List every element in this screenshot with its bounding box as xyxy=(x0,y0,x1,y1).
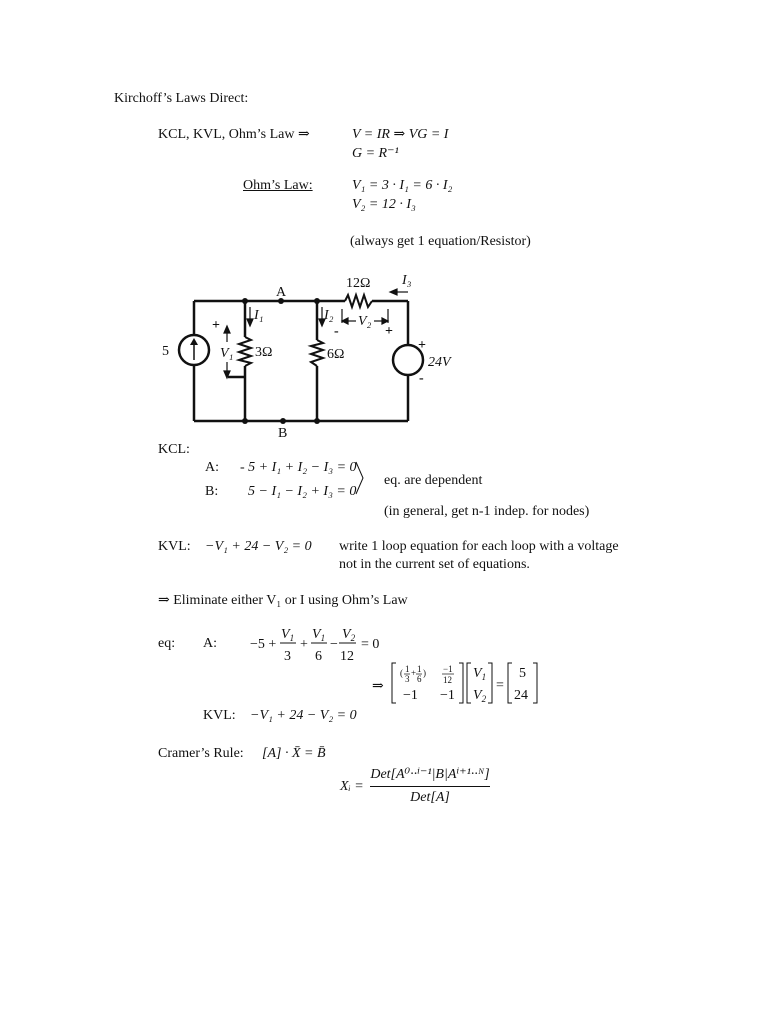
svg-text:(: ( xyxy=(400,668,403,678)
svg-text:V1: $V_1$ xyxy=(312,627,326,643)
ohms-law-label: Ohm’s Law: xyxy=(243,178,313,193)
cramer-matrix-equation: [A] · X̄ = B̄ xyxy=(262,746,326,761)
v2-plus-sign: + xyxy=(385,324,393,339)
svg-text:12: 12 xyxy=(443,675,452,685)
kcl-bracket xyxy=(356,462,363,494)
ohms-eq-1: V₁ = 3 · I₁ = 6 · I₂ xyxy=(352,178,453,193)
matrix-equation xyxy=(372,663,537,704)
kvl-label: KVL: xyxy=(158,539,191,554)
eq-kvl-equation: −V₁ + 24 − V₂ = 0 xyxy=(250,708,357,723)
current-i1-label: I₁ xyxy=(254,308,264,323)
svg-text:24: 24 xyxy=(514,688,528,703)
voltage-v2-label: V₂ xyxy=(358,314,372,329)
cramer-numerator: Det[A⁰··ⁱ⁻¹|B|Aⁱ⁺¹··ᴺ] xyxy=(370,767,490,782)
kvl-equation: −V₁ + 24 − V₂ = 0 xyxy=(205,539,312,554)
node-a-fraction-equation xyxy=(250,627,379,664)
eq-label: eq: xyxy=(158,636,176,651)
voltage-source-value: 24V xyxy=(428,355,451,370)
conductance-equation: G = R⁻¹ xyxy=(352,146,399,161)
svg-text:−1: −1 xyxy=(440,688,455,703)
current-source-value: 5 xyxy=(162,344,169,359)
svg-text:−: − xyxy=(330,637,338,652)
svg-text:3: 3 xyxy=(405,674,410,684)
laws-list: KCL, KVL, Ohm’s Law ⇒ xyxy=(158,127,310,142)
kcl-node-b-equation: 5 − I₁ − I₂ + I₃ = 0 xyxy=(248,484,357,499)
svg-text:V2: $V_2$ xyxy=(342,627,356,643)
v2-minus-sign: - xyxy=(334,324,339,339)
resistor-3-ohm-icon xyxy=(239,337,251,366)
svg-text:6: 6 xyxy=(315,649,322,664)
vsource-plus-sign: + xyxy=(418,338,426,353)
svg-text:V1: $V_1$ xyxy=(281,627,295,643)
svg-text:−1: −1 xyxy=(443,664,453,674)
node-a-label: A xyxy=(276,285,287,300)
circuit-wires xyxy=(194,301,408,421)
svg-text:V1: $V_1$ xyxy=(473,666,487,682)
current-i2-label: I₂ xyxy=(324,308,334,323)
resistor-12-ohm-label: 12Ω xyxy=(346,276,371,291)
ohms-note: (always get 1 equation/Resistor) xyxy=(350,234,531,249)
svg-text:V2: $V_2$ xyxy=(473,688,487,704)
cramer-label: Cramer’s Rule: xyxy=(158,746,244,761)
svg-text:= 0: = 0 xyxy=(361,637,380,652)
node-b-label: B xyxy=(278,426,288,441)
kcl-node-a-label: A: xyxy=(205,460,219,475)
eq-kvl-label: KVL: xyxy=(203,708,236,723)
voltage-v1-label: V₁ xyxy=(220,346,234,361)
svg-text:−5 +: −5 + xyxy=(250,637,277,652)
kcl-note-dependent: eq. are dependent xyxy=(384,473,483,488)
svg-text:1: 1 xyxy=(405,664,410,674)
kvl-note-1: write 1 loop equation for each loop with a voltage xyxy=(339,539,619,554)
svg-text:3: 3 xyxy=(284,649,291,664)
svg-text:+: + xyxy=(411,668,417,678)
kcl-node-b-label: B: xyxy=(205,484,219,499)
vsource-minus-sign: - xyxy=(419,371,424,386)
svg-text:12: 12 xyxy=(340,649,354,664)
svg-text:⇒: ⇒ xyxy=(372,679,384,694)
v1-plus-sign: + xyxy=(212,318,220,333)
page-title: Kirchoff’s Laws Direct: xyxy=(114,91,249,106)
svg-text:−1: −1 xyxy=(403,688,418,703)
svg-text:): ) xyxy=(423,668,426,678)
kcl-note-general: (in general, get n-1 indep. for nodes) xyxy=(384,504,590,519)
svg-text:=: = xyxy=(496,678,504,693)
resistor-6-ohm-icon xyxy=(311,340,323,366)
kcl-node-a-equation: - 5 + I₁ + I₂ − I₃ = 0 xyxy=(240,460,357,475)
resistor-12-ohm-icon xyxy=(345,295,372,307)
svg-text:5: 5 xyxy=(519,666,526,681)
resistor-3-ohm-label: 3Ω xyxy=(255,345,273,360)
resistor-6-ohm-label: 6Ω xyxy=(327,347,345,362)
svg-text:1: 1 xyxy=(417,664,422,674)
current-i3-label: I₃ xyxy=(402,273,412,288)
svg-text:+: + xyxy=(300,637,308,652)
cramer-solution-lhs: Xᵢ = xyxy=(340,779,364,794)
eliminate-step: ⇒ Eliminate either V₁ or I using Ohm’s Law xyxy=(158,593,408,608)
kvl-note-2: not in the current set of equations. xyxy=(339,557,530,572)
kcl-label: KCL: xyxy=(158,442,190,457)
cramer-denominator: Det[A] xyxy=(410,790,450,805)
eq-node-a-label: A: xyxy=(203,636,217,651)
cramer-fraction-bar xyxy=(370,786,490,787)
ohms-eq-2: V₂ = 12 · I₃ xyxy=(352,197,416,212)
svg-text:6: 6 xyxy=(417,674,422,684)
ohms-law-equation: V = IR ⇒ VG = I xyxy=(352,127,449,142)
